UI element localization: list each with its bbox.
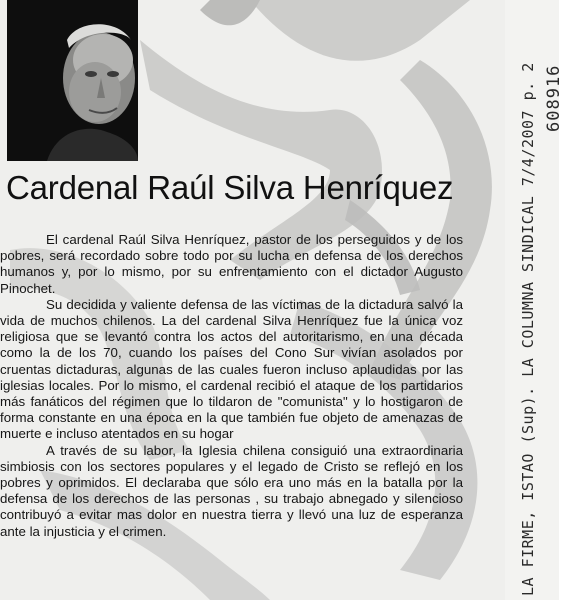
- handwritten-source-note: LA FIRME, ISTAO (Sup). LA COLUMNA SINDICAL 7/4/2007 p. 2: [519, 62, 537, 596]
- article-paragraph: A través de su labor, la Iglesia chilena consiguió una extraordinaria simbiosis con los sectores populares y el legado de Cristo se reflejó en los pobres y oprimidos. El declaraba que sólo era uno más en la batalla por la defensa de los derechos de las personas , su trabajo abnegado y silencioso contribuyó a evitar mas dolor en nuestra tierra y llevó una luz de esperanza ante la injusticia y el crimen.: [0, 442, 463, 539]
- portrait-photo: [7, 0, 138, 161]
- article-body: [0, 232, 463, 540]
- article-headline: Cardenal Raúl Silva Henríquez: [6, 169, 454, 206]
- portrait-illustration: [7, 0, 138, 161]
- article-paragraph: Su decidida y valiente defensa de las víctimas de la dictadura salvó la vida de muchos chilenos. La del cardenal Silva Henríquez fue la única voz religiosa que se levantó contra los actos del autoritarismo, en una década como la de los 70, cuando los países del Cono Sur vivían asolados por cruentas dictaduras, algunas de las cuales fueron incluso aplaudidas por las iglesias locales. Por lo mismo, el cardenal recibió el ataque de los partidarios más fanáticos del régimen que lo tildaron de "comunista" y lo hostigaron de forma constante en una época en la que también fue objeto de amenazas de muerte e incluso atentados en su hogar: [0, 296, 463, 442]
- handwritten-catalog-number: 608916: [544, 64, 564, 132]
- article-paragraph: El cardenal Raúl Silva Henríquez, pastor de los perseguidos y de los pobres, será recordado sobre todo por su lucha en defensa de los derechos humanos y, por lo mismo, por su enfrentamiento con el dictador Augusto Pinochet.: [0, 232, 463, 296]
